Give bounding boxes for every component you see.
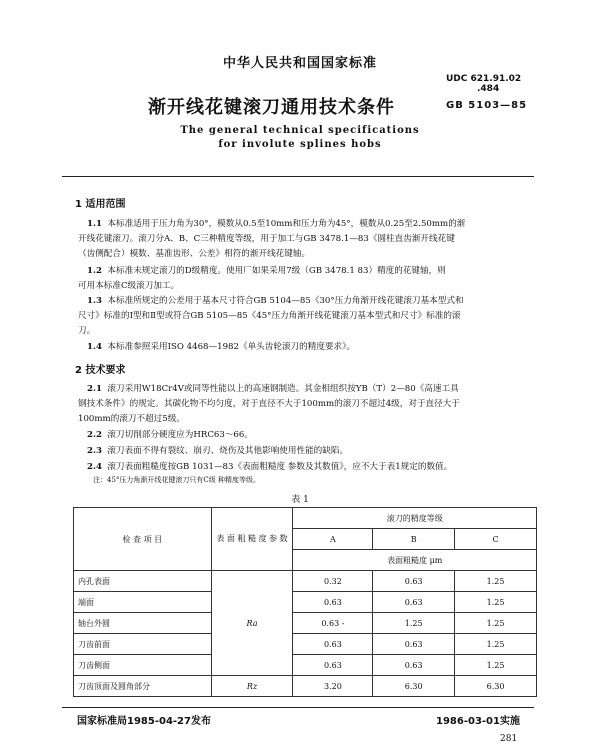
- row-value-a: 0.63: [293, 655, 373, 676]
- para-1-2-cont: [78, 279, 179, 294]
- para-1-4: [87, 340, 355, 355]
- row-item: 轴台外圆: [74, 613, 212, 634]
- para-line: 本标准适用于压力角为30°，模数从0.5至10mm和压力角为45°，模数从0.25至2.50mm的渐: [107, 219, 466, 229]
- header-grade-b: B: [373, 529, 455, 550]
- para-number: 2.2: [87, 430, 102, 440]
- table-row: [74, 592, 537, 613]
- row-item: 刀齿侧面: [74, 655, 212, 676]
- row-value-c: 1.25: [455, 592, 537, 613]
- footer-rule: [62, 707, 534, 708]
- row-value-c: 1.25: [455, 613, 537, 634]
- header-grade-a: A: [293, 529, 373, 550]
- udc-line1: UDC 621.91.02: [446, 74, 522, 84]
- row-value-a: 0.63: [293, 634, 373, 655]
- para-line: 钢技术条件》的规定。其碳化物不均匀度，对于直径不大于100mm的滚刀不超过4级，对于直径大于: [78, 399, 460, 409]
- standard-number: GB 5103—85: [446, 100, 528, 111]
- document-title: 渐开线花键滚刀通用技术条件: [148, 97, 395, 118]
- para-1-1-cont: [78, 232, 455, 262]
- row-value-b: 0.63: [373, 592, 455, 613]
- udc-line2: .484: [477, 84, 500, 94]
- para-1-3: [87, 294, 464, 309]
- row-item: 刀齿顶面及圆角部分: [74, 676, 212, 697]
- row-param: Ra: [211, 571, 293, 676]
- para-line: 滚刀采用W18Cr4V或同等性能以上的高速钢制造。其金相组织按YB（T）2—80《高速工具: [107, 384, 459, 394]
- row-value-b: 0.63: [373, 571, 455, 592]
- para-number: 2.1: [87, 384, 102, 394]
- para-number: 1.3: [87, 296, 102, 306]
- para-number: 1.2: [87, 266, 102, 276]
- para-1-3-cont: [78, 309, 461, 339]
- para-2-1: [87, 382, 459, 397]
- issuer-title: 中华人民共和国国家标准: [222, 56, 377, 71]
- header-rule: [62, 176, 534, 177]
- table-row: [74, 634, 537, 655]
- para-line: 刀。: [78, 326, 96, 336]
- english-title-line1: The general technical specifications: [180, 125, 420, 136]
- para-line: 本标准未规定滚刀的D级精度。使用厂如果采用7级（GB 3478.1 83）精度的花键轴，则: [107, 266, 446, 276]
- para-line: 开线花键滚刀。滚刀分A、B、C三种精度等级，用于加工与GB 3478.1—83《圆柱直齿渐开线花键: [78, 234, 455, 244]
- row-param: Rz: [211, 676, 293, 697]
- row-value-b: 6.30: [373, 676, 455, 697]
- header-grade-group: 滚刀的精度等级: [293, 508, 537, 529]
- section-1-heading: 1 适用范围: [75, 199, 126, 210]
- para-number: 2.3: [87, 446, 102, 456]
- para-2-3: [87, 444, 348, 459]
- para-1-2: [87, 264, 446, 279]
- row-value-c: 1.25: [455, 655, 537, 676]
- row-item: 刀齿前面: [74, 634, 212, 655]
- table-caption: 表 1: [291, 495, 309, 505]
- row-value-b: 1.25: [373, 613, 455, 634]
- para-2-4: [87, 460, 452, 475]
- para-line: 本标准参照采用ISO 4468—1982《单头齿轮滚刀的精度要求》。: [107, 342, 355, 352]
- table-note: 注：45°压力角渐开线花键滚刀只有C级 种精度等级。: [93, 476, 260, 484]
- para-line: 尺寸》标准的Ⅰ型和Ⅱ型或符合GB 5105—85《45°压力角渐开线花键滚刀基本型式和尺寸》标准的滚: [78, 311, 461, 321]
- para-2-1-cont: [78, 397, 460, 427]
- header-unit: 表面粗糙度 μm: [293, 550, 537, 571]
- header-param: 表 面 粗 糙 度 参 数: [211, 508, 293, 571]
- row-item: 端面: [74, 592, 212, 613]
- para-line: 滚刀表面粗糙度按GB 1031—83《表面粗糙度 参数及其数值》，应不大于表1规定的数值。: [107, 462, 453, 472]
- row-value-a: 0.32: [293, 571, 373, 592]
- para-number: 1.4: [87, 342, 102, 352]
- para-line: （齿侧配合）模数、基准齿形、公差》相符的渐开线花键轴。: [78, 249, 311, 259]
- row-value-c: 6.30: [455, 676, 537, 697]
- header-grade-c: C: [455, 529, 537, 550]
- para-line: 本标准所规定的公差用于基本尺寸符合GB 5104—85《30°压力角渐开线花键滚刀基本型式和: [107, 296, 464, 306]
- row-value-c: 1.25: [455, 634, 537, 655]
- row-value-b: 0.63: [373, 655, 455, 676]
- para-1-1: [87, 217, 465, 232]
- row-value-c: 1.25: [455, 571, 537, 592]
- table-row: [74, 676, 537, 697]
- english-title-line2: for involute splines hobs: [218, 139, 382, 150]
- table-row: [74, 571, 537, 592]
- row-value-a: 3.20: [293, 676, 373, 697]
- para-line: 滚刀切削部分硬度应为HRC63～66。: [107, 430, 253, 440]
- para-number: 2.4: [87, 462, 102, 472]
- para-line: 100mm的滚刀不超过5级。: [78, 414, 185, 424]
- para-number: 1.1: [87, 219, 102, 229]
- row-item: 内孔表面: [74, 571, 212, 592]
- table-row: [74, 655, 537, 676]
- page-number: 281: [500, 734, 518, 744]
- header-item: 检 查 项 目: [74, 508, 212, 571]
- row-value-a: 0.63: [293, 592, 373, 613]
- para-2-2: [87, 428, 253, 443]
- approval-date: 国家标准局1985-04-27发布: [77, 716, 211, 727]
- para-line: 滚刀表面不得有裂纹、崩刃、烧伤及其他影响使用性能的缺陷。: [107, 446, 349, 456]
- row-value-b: 0.63: [373, 634, 455, 655]
- para-line: 可用本标准C级滚刀加工。: [78, 281, 180, 291]
- section-2-heading: 2 技术要求: [75, 365, 126, 376]
- effective-date: 1986-03-01实施: [436, 716, 520, 727]
- row-value-a: 0.63 -: [293, 613, 373, 634]
- roughness-table: [73, 507, 537, 697]
- table-row: [74, 613, 537, 634]
